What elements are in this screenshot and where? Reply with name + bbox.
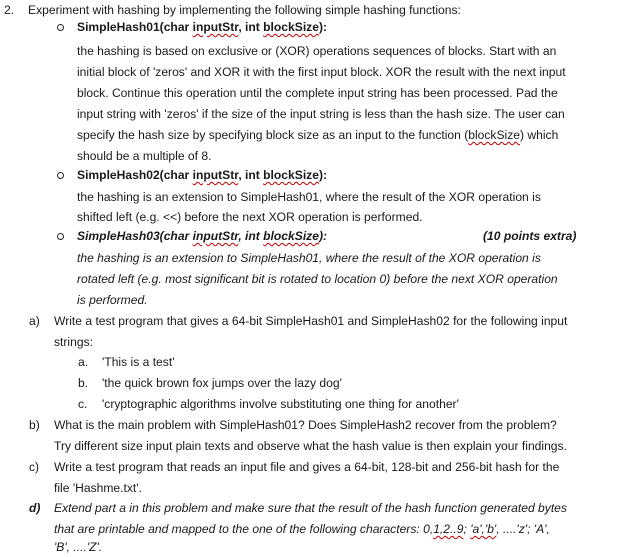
part-b-line: What is the main problem with SimpleHash01? Does SimpleHash2 recover from the problem? — [54, 418, 557, 432]
desc-blocksize-word: blockSize — [468, 128, 521, 142]
subitem-text: 'the quick brown fox jumps over the lazy dog' — [102, 376, 342, 390]
sig-text: SimpleHash02(char — [77, 168, 193, 182]
function-2-desc-line: shifted left (e.g. <<) before the next XOR operation is performed. — [77, 210, 423, 224]
desc-text: that are printable and mapped to the one of the following characters: 0, — [54, 522, 434, 536]
part-a-marker: a) — [29, 314, 40, 328]
subitem-marker: a. — [78, 355, 89, 369]
desc-text: ; — [463, 522, 471, 536]
part-c-line: file 'Hashme.txt'. — [54, 481, 142, 495]
subitem-marker: c. — [78, 397, 88, 411]
desc-text: ) which — [520, 128, 559, 142]
function-1-signature — [77, 17, 327, 37]
sig-text: , int — [238, 20, 264, 34]
function-2-signature — [77, 165, 327, 185]
question-number: 2. — [4, 3, 15, 17]
sig-arg-blocksize: blockSize — [263, 168, 319, 182]
subitem-text: 'This is a test' — [102, 355, 175, 369]
sig-text: SimpleHash03(char — [77, 229, 193, 243]
sig-text: , int — [238, 168, 264, 182]
sig-text: ): — [318, 20, 328, 34]
bullet-icon — [57, 172, 64, 179]
extra-points-label: (10 points extra) — [483, 229, 577, 243]
sig-text: ): — [318, 229, 328, 243]
sig-arg-input: inputStr — [192, 229, 239, 243]
part-d-marker: d) — [29, 501, 41, 515]
sig-text: , int — [238, 229, 264, 243]
function-3-desc-line: rotated left (e.g. most significant bit is rotated to location 0) before the next XOR operation — [77, 272, 558, 286]
part-d-line: 'B', ....'Z'. — [54, 540, 103, 554]
desc-text: specify the hash size by specifying block size as an input to the function ( — [77, 128, 469, 142]
sig-arg-blocksize: blockSize — [263, 229, 319, 243]
letter-range-text: 'a','b' — [470, 522, 497, 536]
function-3-desc-line: the hashing is an extension to SimpleHash01, where the result of the XOR operation is — [77, 251, 541, 265]
function-1-desc-line: input string with 'zeros' if the size of the input string is less than the hash size. The user can — [77, 107, 565, 121]
part-c-line: Write a test program that reads an input file and gives a 64-bit, 128-bit and 256-bit hash for the — [54, 460, 560, 474]
function-1-desc-line: block. Continue this operation until the complete input string has been processed. Pad the — [77, 86, 558, 100]
sig-text: ): — [318, 168, 328, 182]
sig-arg-input: inputStr — [192, 20, 239, 34]
sig-text: SimpleHash01(char — [77, 20, 193, 34]
part-d-line — [54, 519, 550, 539]
function-1-desc-line: should be a multiple of 8. — [77, 149, 212, 163]
function-3-signature — [77, 226, 327, 246]
desc-text: , ....'z'; 'A', — [496, 522, 550, 536]
part-b-line: Try different size input plain texts and observe what the hash value is then explain your findings. — [54, 439, 567, 453]
part-c-marker: c) — [29, 460, 40, 474]
sig-arg-blocksize: blockSize — [263, 20, 319, 34]
subitem-marker: b. — [78, 376, 89, 390]
function-3-desc-line: is performed. — [77, 293, 148, 307]
part-a-line: strings: — [54, 335, 93, 349]
question-intro: Experiment with hashing by implementing the following simple hashing functions: — [28, 3, 461, 17]
subitem-text: 'cryptographic algorithms involve substituting one thing for another' — [102, 397, 459, 411]
part-b-marker: b) — [29, 418, 40, 432]
part-a-line: Write a test program that gives a 64-bit SimpleHash01 and SimpleHash02 for the following input — [54, 314, 568, 328]
part-d-line: Extend part a in this problem and make sure that the result of the hash function generated bytes — [54, 501, 567, 515]
function-2-desc-line: the hashing is an extension to SimpleHash01, where the result of the XOR operation is — [77, 190, 541, 204]
function-1-desc-line: initial block of 'zeros' and XOR it with the first input block. XOR the result with the next input — [77, 65, 566, 79]
sig-arg-input: inputStr — [192, 168, 239, 182]
bullet-icon — [57, 24, 64, 31]
digit-range-text: 1,2..9 — [433, 522, 464, 536]
bullet-icon — [57, 233, 64, 240]
function-1-desc-line — [77, 125, 558, 145]
function-1-desc-line: the hashing is based on exclusive or (XOR) operations sequences of blocks. Start with an — [77, 44, 557, 58]
